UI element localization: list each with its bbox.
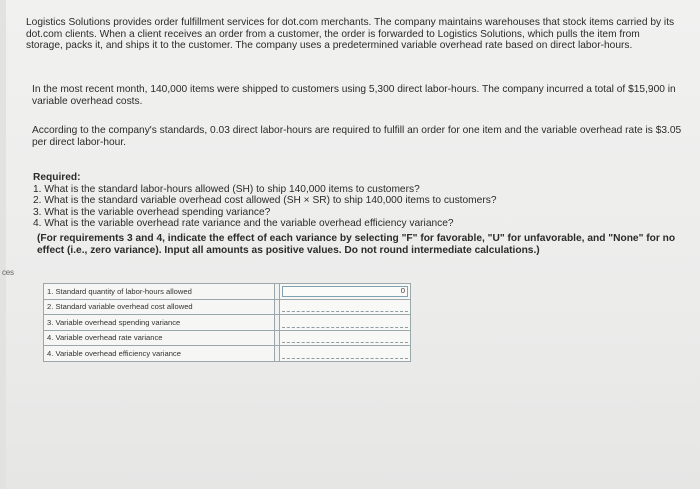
answer-cell[interactable] bbox=[280, 284, 411, 300]
efficiency-variance-input[interactable] bbox=[282, 348, 408, 359]
answer-cell[interactable] bbox=[280, 330, 411, 346]
intro-paragraph: Logistics Solutions provides order fulfillment services for dot.com merchants. The company maintains warehouses that stock items carried by its dot.com clients. When a client receives an order from a customer, the order is forwarded to Logistics Solutions, which pulls the item from storage, packs it, and ships it to the customer. The company uses a predetermined variable overhead rate based on direct labor-hours. bbox=[26, 17, 675, 52]
answer-row-2 bbox=[44, 299, 411, 315]
instruction-note: (For requirements 3 and 4, indicate the effect of each variance by selecting "F" for favorable, "U" for unfavorable, and "None" for no effect (i.e., zero variance). Input all amounts as positive values. Do not round intermediate calculations.) bbox=[37, 233, 676, 256]
required-section bbox=[33, 172, 673, 230]
spending-variance-input[interactable] bbox=[282, 317, 408, 328]
required-item-4: 4. What is the variable overhead rate variance and the variable overhead efficiency variance? bbox=[33, 218, 454, 230]
answer-row-1 bbox=[44, 284, 411, 300]
answer-row-5 bbox=[44, 346, 411, 362]
answer-table bbox=[43, 283, 411, 362]
answer-cell[interactable] bbox=[280, 299, 411, 315]
required-item-3: 3. What is the variable overhead spending variance? bbox=[33, 206, 271, 218]
answer-cell[interactable] bbox=[280, 346, 411, 362]
answer-row-4 bbox=[44, 330, 411, 346]
standards-paragraph: According to the company's standards, 0.03 direct labor-hours are required to fulfill an order for one item and the variable overhead rate is $3.05 per direct labor-hour. bbox=[32, 125, 682, 148]
side-tab-label: ces bbox=[2, 268, 14, 277]
answer-row-label: 4. Variable overhead efficiency variance bbox=[44, 346, 275, 362]
required-item-1: 1. What is the standard labor-hours allowed (SH) to ship 140,000 items to customers? bbox=[33, 183, 420, 195]
required-label: Required: bbox=[33, 172, 81, 183]
answer-row-3 bbox=[44, 315, 411, 331]
answer-row-label: 1. Standard quantity of labor-hours allowed bbox=[44, 284, 275, 300]
rate-variance-input[interactable] bbox=[282, 333, 408, 344]
standard-overhead-cost-input[interactable] bbox=[282, 302, 408, 313]
answer-row-label: 4. Variable overhead rate variance bbox=[44, 330, 275, 346]
required-item-2: 2. What is the standard variable overhead cost allowed (SH × SR) to ship 140,000 items to customers? bbox=[33, 195, 497, 207]
standard-labor-hours-input[interactable]: 0 bbox=[282, 286, 408, 297]
answer-row-label: 2. Standard variable overhead cost allowed bbox=[44, 299, 275, 315]
answer-row-label: 3. Variable overhead spending variance bbox=[44, 315, 275, 331]
month-paragraph: In the most recent month, 140,000 items were shipped to customers using 5,300 direct labor-hours. The company incurred a total of $15,900 in variable overhead costs. bbox=[32, 84, 676, 107]
left-edge bbox=[0, 0, 6, 489]
answer-cell[interactable] bbox=[280, 315, 411, 331]
